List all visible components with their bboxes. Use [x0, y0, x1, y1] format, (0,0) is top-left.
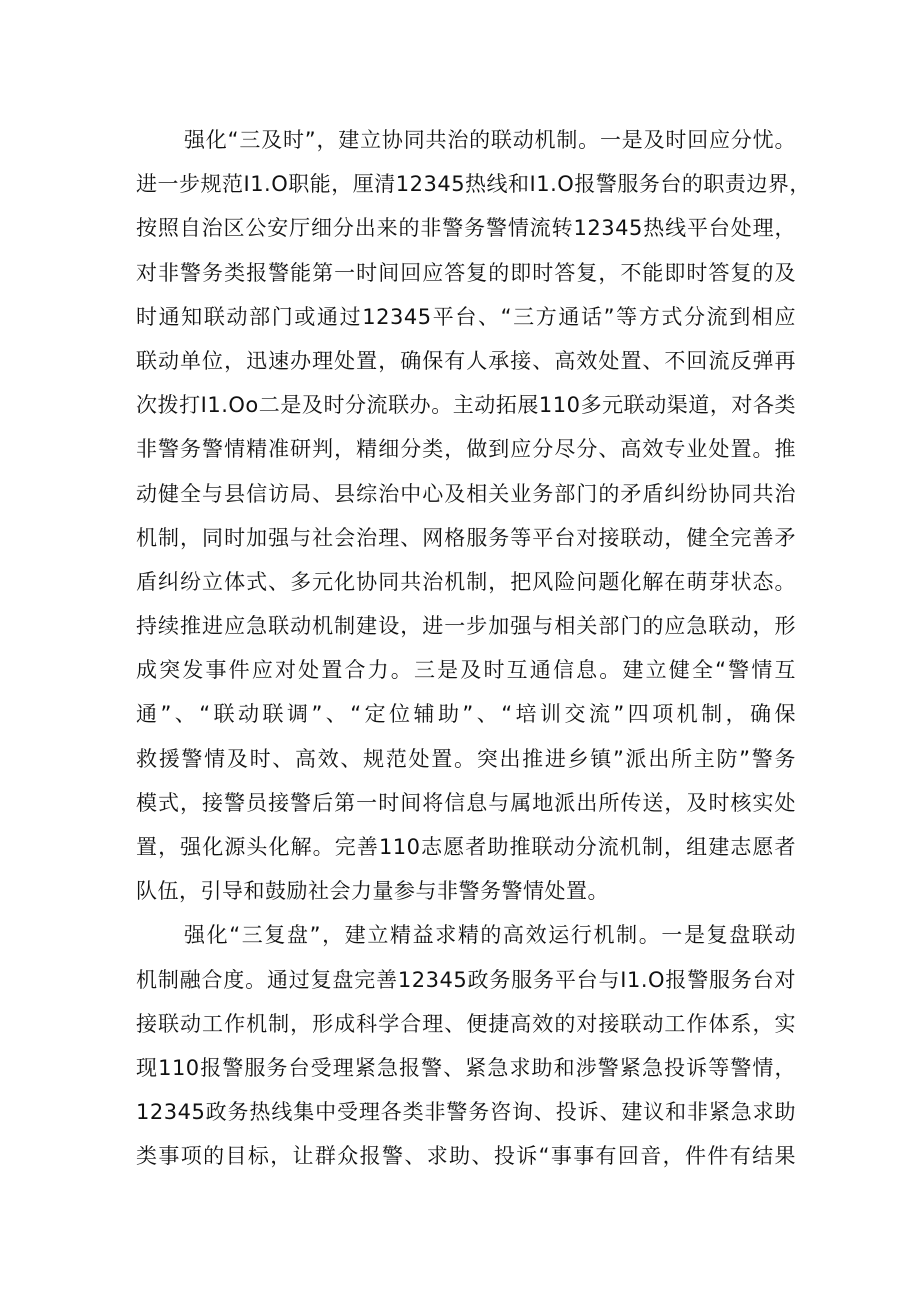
paragraph-line: 置，强化源头化解。完善110志愿者助推联动分流机制，组建志愿者	[136, 835, 796, 859]
paragraph-line: 现110报警服务台受理紧急报警、紧急求助和涉警紧急投诉等警情，	[136, 1055, 796, 1080]
paragraph-line: 盾纠纷立体式、多元化协同共治机制，把风险问题化解在萌芽状态。	[136, 569, 796, 594]
paragraph-line: 时通知联动部门或通过12345平台、“三方通话”等方式分流到相应	[136, 304, 796, 329]
paragraph-line: 非警务警情精准研判，精细分类，做到应分尽分、高效专业处置。推	[136, 437, 796, 462]
paragraph-line: 强化“三及时”，建立协同共治的联动机制。一是及时回应分忧。	[184, 128, 796, 152]
paragraph-line: 接联动工作机制，形成科学合理、便捷高效的对接联动工作体系，实	[136, 1011, 796, 1036]
paragraph-line: 通”、“联动联调”、“定位辅助”、“培训交流”四项机制，确保	[136, 702, 796, 727]
paragraph-line: 成突发事件应对处置合力。三是及时互通信息。建立健全“警情互	[136, 658, 796, 683]
paragraph-line: 动健全与县信访局、县综治中心及相关业务部门的矛盾纠纷协同共治	[136, 481, 796, 506]
paragraph-line: 持续推进应急联动机制建设，进一步加强与相关部门的应急联动，形	[136, 614, 796, 639]
paragraph-line: 模式，接警员接警后第一时间将信息与属地派出所传送，及时核实处	[136, 790, 796, 815]
paragraph-line: 机制融合度。通过复盘完善12345政务服务平台与I1.O报警服务台对	[136, 967, 796, 992]
paragraph-line: 12345政务热线集中受理各类非警务咨询、投诉、建议和非紧急求助	[136, 1100, 796, 1125]
paragraph-line: 进一步规范I1.O职能，厘清12345热线和I1.O报警服务台的职责边界，	[136, 172, 811, 197]
paragraph-line: 按照自治区公安厅细分出来的非警务警情流转12345热线平台处理，	[136, 216, 796, 241]
paragraph-line: 次拨打I1.Oo二是及时分流联办。主动拓展110多元联动渠道，对各类	[136, 393, 796, 418]
paragraph-line: 救援警情及时、高效、规范处置。突出推进乡镇”派出所主防”警务	[136, 746, 796, 771]
paragraph-line: 机制，同时加强与社会治理、网格服务等平台对接联动，健全完善矛	[136, 525, 796, 550]
paragraph-line: 类事项的目标，让群众报警、求助、投诉“事事有回音，件件有结果	[136, 1144, 796, 1169]
paragraph-line: 联动单位，迅速办理处置，确保有人承接、高效处置、不回流反弹再	[136, 348, 796, 373]
document-body	[136, 118, 811, 1179]
paragraph-line: 强化“三复盘”，建立精益求精的高效运行机制。一是复盘联动	[184, 923, 796, 948]
paragraph-line: 对非警务类报警能第一时间回应答复的即时答复，不能即时答复的及	[136, 260, 796, 285]
paragraph-line: 队伍，引导和鼓励社会力量参与非警务警情处置。	[136, 879, 609, 904]
